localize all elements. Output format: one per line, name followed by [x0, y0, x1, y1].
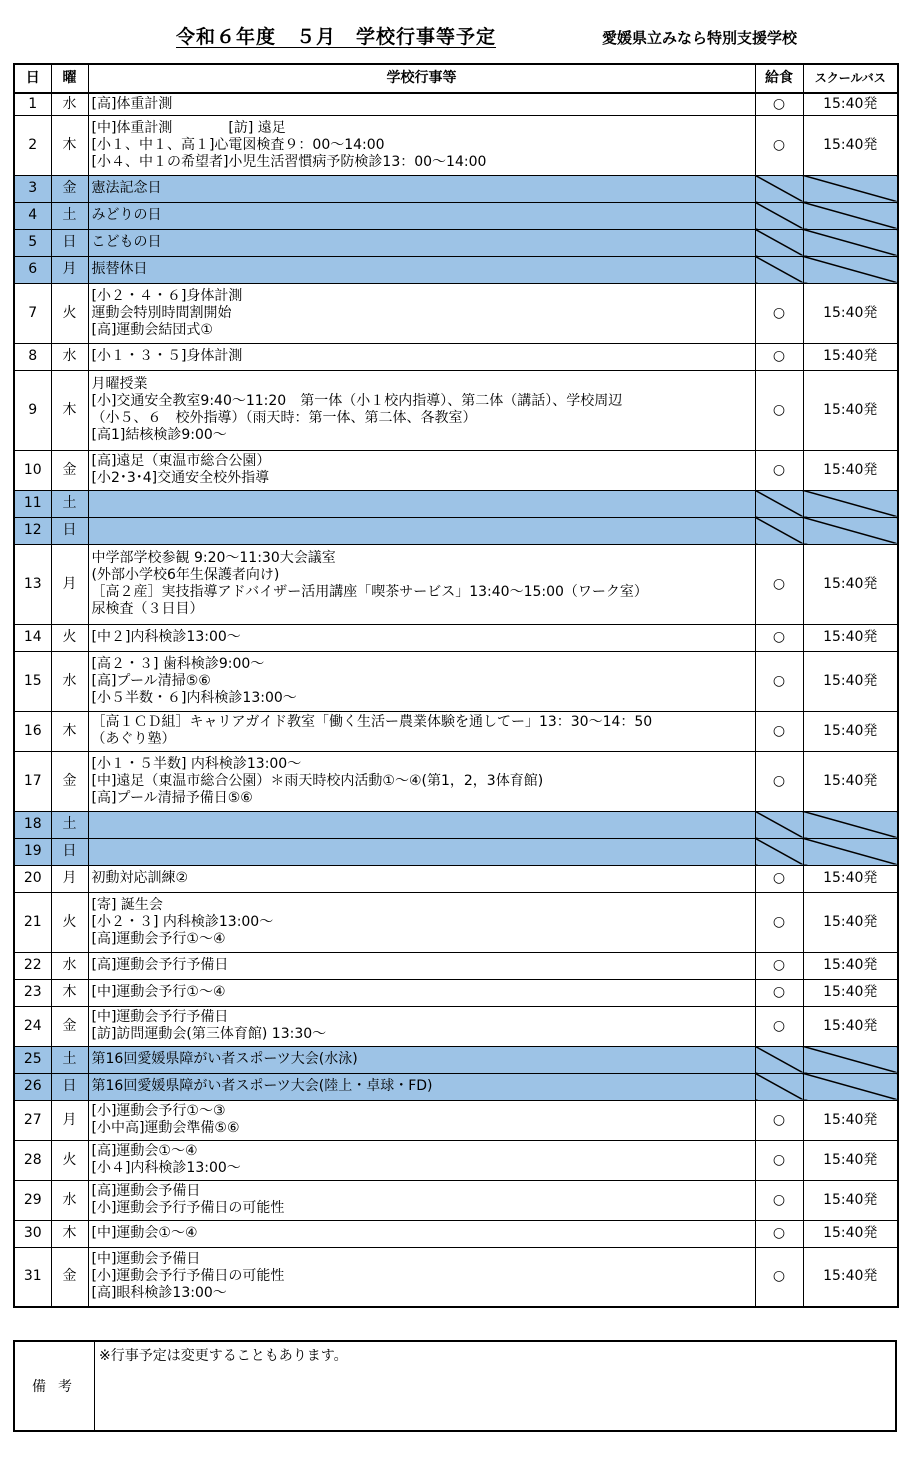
day-cell: 1	[14, 93, 51, 115]
table-row	[14, 343, 898, 370]
notes-text: ※行事予定は変更することもあります。	[95, 1341, 897, 1431]
table-row	[14, 892, 898, 952]
page-header	[0, 0, 910, 58]
day-cell: 6	[14, 256, 51, 283]
bus-cell-none	[803, 1046, 898, 1073]
event-line: [高]眼科検診13:00～	[91, 1285, 227, 1302]
event-line: （あぐり塾）	[91, 731, 176, 747]
day-cell: 3	[14, 175, 51, 202]
events-cell	[88, 370, 755, 450]
events-cell	[88, 1046, 755, 1073]
event-line: 第16回愛媛県障がい者スポーツ大会(水泳)	[91, 1051, 358, 1067]
table-row	[14, 93, 898, 115]
lunch-cell-none	[755, 202, 803, 229]
weekday-cell: 土	[51, 1046, 88, 1073]
day-cell: 2	[14, 115, 51, 175]
event-line: 尿検査（３日目）	[91, 601, 204, 617]
lunch-cell: ○	[755, 979, 803, 1006]
bus-cell: 15:40発	[803, 1100, 898, 1140]
events-cell	[88, 256, 755, 283]
lunch-cell: ○	[755, 651, 803, 711]
header-events: 学校行事等	[88, 64, 755, 93]
event-line: [高]運動会予備日	[91, 1183, 201, 1199]
lunch-cell-none	[755, 838, 803, 865]
day-cell: 9	[14, 370, 51, 450]
table-row	[14, 1247, 898, 1307]
lunch-cell-none	[755, 256, 803, 283]
events-cell	[88, 838, 755, 865]
bus-cell: 15:40発	[803, 1006, 898, 1046]
day-cell: 29	[14, 1180, 51, 1220]
events-cell	[88, 517, 755, 544]
lunch-cell: ○	[755, 1140, 803, 1180]
event-line: [中]運動会①～④	[91, 1225, 198, 1241]
lunch-cell-none	[755, 175, 803, 202]
day-cell: 10	[14, 450, 51, 490]
event-line: [小]運動会予行予備日の可能性	[91, 1268, 285, 1285]
events-cell	[88, 1140, 755, 1180]
table-row	[14, 865, 898, 892]
lunch-cell: ○	[755, 544, 803, 624]
table-row	[14, 952, 898, 979]
page-title: 令和６年度 ５月 学校行事等予定	[176, 26, 497, 48]
event-line: [高]運動会①～④	[91, 1143, 198, 1159]
lunch-cell: ○	[755, 865, 803, 892]
bus-cell: 15:40発	[803, 651, 898, 711]
weekday-cell: 木	[51, 370, 88, 450]
bus-cell-none	[803, 202, 898, 229]
bus-cell: 15:40発	[803, 711, 898, 751]
weekday-cell: 金	[51, 1247, 88, 1307]
day-cell: 31	[14, 1247, 51, 1307]
event-line: [高]運動会結団式①	[91, 321, 213, 338]
event-line: [小４]内科検診13:00～	[91, 1160, 241, 1176]
event-line: [中]運動会予行①～④	[91, 984, 226, 1000]
lunch-cell: ○	[755, 1220, 803, 1247]
day-cell: 22	[14, 952, 51, 979]
event-line: [小１・３・５]身体計測	[91, 348, 243, 364]
events-cell	[88, 751, 755, 811]
day-cell: 11	[14, 490, 51, 517]
events-cell	[88, 93, 755, 115]
table-row	[14, 651, 898, 711]
event-line: [小５半数・６]内科検診13:00～	[91, 689, 297, 706]
lunch-cell-none	[755, 1046, 803, 1073]
events-cell	[88, 283, 755, 343]
event-line: 憲法記念日	[91, 180, 162, 196]
weekday-cell: 火	[51, 283, 88, 343]
day-cell: 30	[14, 1220, 51, 1247]
bus-cell-none	[803, 811, 898, 838]
events-cell	[88, 1100, 755, 1140]
lunch-cell: ○	[755, 343, 803, 370]
lunch-cell-none	[755, 517, 803, 544]
schedule-table	[13, 63, 899, 1308]
weekday-cell: 木	[51, 979, 88, 1006]
day-cell: 7	[14, 283, 51, 343]
weekday-cell: 土	[51, 490, 88, 517]
bus-cell: 15:40発	[803, 1247, 898, 1307]
event-line: [寄] 誕生会	[91, 896, 163, 913]
day-cell: 12	[14, 517, 51, 544]
lunch-cell: ○	[755, 624, 803, 651]
event-line: [高２・３] 歯科検診9:00～	[91, 655, 265, 672]
weekday-cell: 木	[51, 115, 88, 175]
bus-cell: 15:40発	[803, 544, 898, 624]
weekday-cell: 火	[51, 892, 88, 952]
lunch-cell: ○	[755, 370, 803, 450]
event-line: [中２]内科検診13:00～	[91, 629, 241, 645]
event-line: [小2･3･4]交通安全校外指導	[91, 470, 270, 486]
events-cell	[88, 490, 755, 517]
event-line: 中学部学校参観 9:20～11:30大会議室	[91, 550, 336, 566]
event-line: [小]運動会予行予備日の可能性	[91, 1200, 285, 1216]
weekday-cell: 火	[51, 624, 88, 651]
bus-cell-none	[803, 1073, 898, 1100]
event-line: [小２・４・６]身体計測	[91, 287, 243, 304]
table-row	[14, 811, 898, 838]
bus-cell-none	[803, 229, 898, 256]
event-line: こどもの日	[91, 234, 162, 250]
bus-cell-none	[803, 256, 898, 283]
bus-cell-none	[803, 838, 898, 865]
event-line: [高1]結核検診9:00～	[91, 427, 227, 443]
weekday-cell: 土	[51, 202, 88, 229]
weekday-cell: 金	[51, 175, 88, 202]
table-row	[14, 256, 898, 283]
events-cell	[88, 1006, 755, 1046]
day-cell: 18	[14, 811, 51, 838]
bus-cell: 15:40発	[803, 1220, 898, 1247]
table-row	[14, 283, 898, 343]
bus-cell-none	[803, 175, 898, 202]
events-cell	[88, 229, 755, 256]
weekday-cell: 木	[51, 1220, 88, 1247]
events-cell	[88, 624, 755, 651]
events-cell	[88, 343, 755, 370]
weekday-cell: 金	[51, 1006, 88, 1046]
event-line: [小１、中１、高１]心電図検査９：00～14:00	[91, 136, 385, 153]
bus-cell-none	[803, 517, 898, 544]
event-line: 振替休日	[91, 261, 148, 277]
events-cell	[88, 952, 755, 979]
lunch-cell-none	[755, 490, 803, 517]
notes-label: 備考	[14, 1341, 95, 1431]
table-row	[14, 751, 898, 811]
header-school-bus: スクールバス	[803, 64, 898, 93]
events-cell	[88, 711, 755, 751]
day-cell: 21	[14, 892, 51, 952]
table-row	[14, 1073, 898, 1100]
weekday-cell: 水	[51, 651, 88, 711]
table-header-row	[14, 64, 898, 93]
events-cell	[88, 892, 755, 952]
events-cell	[88, 115, 755, 175]
lunch-cell: ○	[755, 1247, 803, 1307]
weekday-cell: 月	[51, 544, 88, 624]
day-cell: 23	[14, 979, 51, 1006]
day-cell: 25	[14, 1046, 51, 1073]
lunch-cell: ○	[755, 1180, 803, 1220]
table-row	[14, 544, 898, 624]
table-row	[14, 229, 898, 256]
day-cell: 4	[14, 202, 51, 229]
table-row	[14, 115, 898, 175]
event-line: [中]運動会予行予備日	[91, 1009, 229, 1025]
table-row	[14, 979, 898, 1006]
lunch-cell-none	[755, 229, 803, 256]
bus-cell: 15:40発	[803, 751, 898, 811]
lunch-cell: ○	[755, 450, 803, 490]
event-line: 運動会特別時間割開始	[91, 304, 232, 321]
event-line: [中]運動会予備日	[91, 1251, 201, 1268]
lunch-cell: ○	[755, 93, 803, 115]
lunch-cell-none	[755, 1073, 803, 1100]
table-row	[14, 838, 898, 865]
event-line: 第16回愛媛県障がい者スポーツ大会(陸上・卓球・FD)	[91, 1078, 433, 1094]
events-cell	[88, 1220, 755, 1247]
table-row	[14, 517, 898, 544]
event-line: [小１・５半数] 内科検診13:00～	[91, 755, 302, 772]
weekday-cell: 火	[51, 1140, 88, 1180]
table-row	[14, 450, 898, 490]
event-line: 初動対応訓練②	[91, 870, 189, 886]
day-cell: 27	[14, 1100, 51, 1140]
event-line: 月曜授業	[91, 376, 148, 392]
weekday-cell: 日	[51, 1073, 88, 1100]
events-cell	[88, 202, 755, 229]
events-cell	[88, 544, 755, 624]
events-cell	[88, 1073, 755, 1100]
weekday-cell: 木	[51, 711, 88, 751]
weekday-cell: 月	[51, 256, 88, 283]
bus-cell: 15:40発	[803, 450, 898, 490]
weekday-cell: 水	[51, 343, 88, 370]
event-line: [小４、中１の希望者]小児生活習慣病予防検診13：00～14:00	[91, 153, 487, 170]
day-cell: 28	[14, 1140, 51, 1180]
event-line: (外部小学校6年生保護者向け)	[91, 567, 280, 583]
day-cell: 20	[14, 865, 51, 892]
table-row	[14, 1046, 898, 1073]
day-cell: 13	[14, 544, 51, 624]
event-line: [小中高]運動会準備⑤⑥	[91, 1120, 240, 1136]
event-line: [小２・３] 内科検診13:00～	[91, 913, 274, 930]
bus-cell: 15:40発	[803, 343, 898, 370]
weekday-cell: 金	[51, 450, 88, 490]
header-day: 日	[14, 64, 51, 93]
bus-cell: 15:40発	[803, 624, 898, 651]
day-cell: 26	[14, 1073, 51, 1100]
events-cell	[88, 175, 755, 202]
bus-cell: 15:40発	[803, 979, 898, 1006]
events-cell	[88, 1180, 755, 1220]
table-row	[14, 1100, 898, 1140]
header-weekday: 曜	[51, 64, 88, 93]
event-line: ［高２産］実技指導アドバイザー活用講座「喫茶サービス」13:40～15:00（ワーク室）	[91, 584, 648, 600]
weekday-cell: 月	[51, 865, 88, 892]
school-name: 愛媛県立みなら特別支援学校	[602, 29, 798, 47]
day-cell: 19	[14, 838, 51, 865]
weekday-cell: 日	[51, 229, 88, 256]
day-cell: 15	[14, 651, 51, 711]
weekday-cell: 日	[51, 517, 88, 544]
weekday-cell: 水	[51, 93, 88, 115]
event-line: [高]遠足（東温市総合公園）	[91, 453, 271, 469]
event-line: [中]体重計測 [訪] 遠足	[91, 119, 286, 136]
notes-table	[13, 1340, 897, 1432]
table-row	[14, 1006, 898, 1046]
bus-cell: 15:40発	[803, 370, 898, 450]
event-line: [中]遠足（東温市総合公園）＊雨天時校内活動①～④(第1，2，3体育館)	[91, 772, 544, 789]
lunch-cell: ○	[755, 283, 803, 343]
bus-cell: 15:40発	[803, 283, 898, 343]
lunch-cell-none	[755, 811, 803, 838]
event-line: [高]体重計測	[91, 95, 173, 112]
lunch-cell: ○	[755, 892, 803, 952]
lunch-cell: ○	[755, 751, 803, 811]
table-row	[14, 624, 898, 651]
bus-cell: 15:40発	[803, 1140, 898, 1180]
bus-cell: 15:40発	[803, 952, 898, 979]
event-line: [高]プール清掃予備日⑤⑥	[91, 789, 253, 806]
event-line: [小]運動会予行①～③	[91, 1103, 226, 1119]
table-row	[14, 490, 898, 517]
event-line: [高]運動会予行①～④	[91, 930, 226, 947]
day-cell: 5	[14, 229, 51, 256]
header-lunch: 給食	[755, 64, 803, 93]
table-row	[14, 175, 898, 202]
day-cell: 24	[14, 1006, 51, 1046]
event-line: [小]交通安全教室9:40～11:20 第一体（小１校内指導）、第二体（講話）、学校周辺	[91, 393, 623, 409]
events-cell	[88, 450, 755, 490]
bus-cell-none	[803, 490, 898, 517]
weekday-cell: 金	[51, 751, 88, 811]
weekday-cell: 水	[51, 952, 88, 979]
event-line: （小５、６ 校外指導）（雨天時：第一体、第二体、各教室）	[91, 410, 477, 426]
events-cell	[88, 865, 755, 892]
events-cell	[88, 811, 755, 838]
lunch-cell: ○	[755, 1100, 803, 1140]
day-cell: 16	[14, 711, 51, 751]
events-cell	[88, 651, 755, 711]
table-row	[14, 202, 898, 229]
lunch-cell: ○	[755, 952, 803, 979]
weekday-cell: 水	[51, 1180, 88, 1220]
table-row	[14, 1220, 898, 1247]
bus-cell: 15:40発	[803, 1180, 898, 1220]
lunch-cell: ○	[755, 711, 803, 751]
event-line: [高]プール清掃⑤⑥	[91, 672, 211, 689]
weekday-cell: 月	[51, 1100, 88, 1140]
event-line: [訪]訪問運動会(第三体育館) 13:30～	[91, 1026, 327, 1042]
lunch-cell: ○	[755, 115, 803, 175]
bus-cell: 15:40発	[803, 115, 898, 175]
event-line: みどりの日	[91, 207, 162, 223]
bus-cell: 15:40発	[803, 865, 898, 892]
lunch-cell: ○	[755, 1006, 803, 1046]
table-row	[14, 1180, 898, 1220]
table-row	[14, 370, 898, 450]
day-cell: 14	[14, 624, 51, 651]
bus-cell: 15:40発	[803, 93, 898, 115]
table-row	[14, 1140, 898, 1180]
schedule-body	[14, 93, 898, 1307]
event-line: [高]運動会予行予備日	[91, 957, 229, 973]
weekday-cell: 日	[51, 838, 88, 865]
bus-cell: 15:40発	[803, 892, 898, 952]
events-cell	[88, 1247, 755, 1307]
event-line: ［高１ＣＤ組］キャリアガイド教室「働く生活ー農業体験を通してー」13：30～14：50	[91, 714, 653, 730]
day-cell: 8	[14, 343, 51, 370]
weekday-cell: 土	[51, 811, 88, 838]
events-cell	[88, 979, 755, 1006]
day-cell: 17	[14, 751, 51, 811]
table-row	[14, 711, 898, 751]
